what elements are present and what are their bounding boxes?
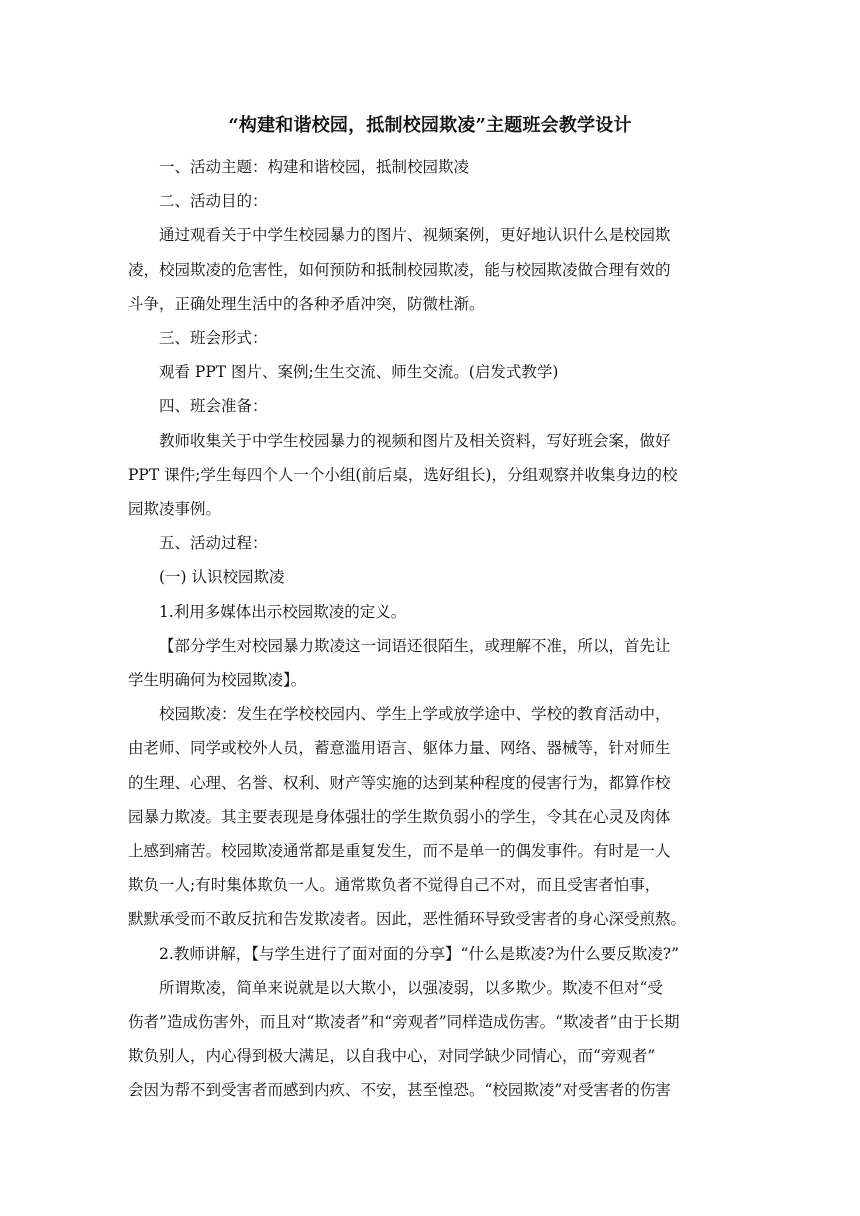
paragraph-line: 五、活动过程：: [159, 534, 268, 553]
paragraph-format: [128, 355, 734, 389]
paragraph-line: 伤者”造成伤害外，而且对“欺凌者”和“旁观者”同样造成伤害。“欺凌者”由于长期: [128, 1013, 680, 1032]
paragraph-line: 园暴力欺凌。其主要表现是身体强壮的学生欺负弱小的学生，令其在心灵及肉体: [128, 807, 671, 826]
paragraph-purpose: [128, 218, 734, 321]
paragraph-process-heading: [128, 526, 734, 560]
paragraph-line: 一、活动主题：构建和谐校园，抵制校园欺凌: [159, 158, 470, 176]
document-title: “构建和谐校园，抵制校园欺凌”主题班会教学设计: [228, 115, 632, 136]
paragraph-line: 上感到痛苦。校园欺凌通常都是重复发生，而不是单一的偶发事件。有时是一人: [128, 842, 671, 861]
paragraph-explanation: [128, 971, 734, 1108]
paragraph-line: PPT 课件;学生每四个人一个小组(前后桌，选好组长)，分组观察并收集身边的校: [128, 465, 678, 484]
paragraph-line: 三、班会形式：: [159, 329, 268, 348]
paragraph-line: 2.教师讲解，【与学生进行了面对面的分享】“什么是欺凌?为什么要反欺凌?”: [159, 944, 680, 963]
paragraph-line: 欺负一人;有时集体欺负一人。通常欺负者不觉得自己不对，而且受害者怕事，: [128, 876, 661, 895]
paragraph-section-1: [128, 560, 734, 594]
paragraph-line: 斗争，正确处理生活中的各种矛盾冲突，防微杜渐。: [128, 294, 485, 313]
document-body: [128, 150, 734, 1108]
paragraph-line: 默默承受而不敢反抗和告发欺凌者。因此，恶性循环导致受害者的身心深受煎熬。: [128, 910, 687, 929]
paragraph-step-2: [128, 937, 734, 971]
paragraph-purpose-heading: [128, 184, 734, 218]
paragraph-format-heading: [128, 321, 734, 355]
paragraph-line: (一) 认识校园欺凌: [159, 568, 285, 587]
paragraph-theme: [128, 150, 734, 184]
paragraph-line: 学生明确何为校园欺凌】。: [128, 671, 307, 690]
paragraph-line: 观看 PPT 图片、案例;生生交流、师生交流。(启发式教学): [159, 363, 559, 382]
paragraph-step-1: [128, 595, 734, 629]
paragraph-line: 凌，校园欺凌的危害性，如何预防和抵制校园欺凌，能与校园欺凌做合理有效的: [128, 260, 671, 279]
paragraph-line: 校园欺凌：发生在学校校园内、学生上学或放学途中、学校的教育活动中，: [159, 705, 671, 724]
paragraph-line: 欺负别人，内心得到极大满足，以自我中心，对同学缺少同情心，而“旁观者”: [128, 1047, 656, 1066]
paragraph-line: 四、班会准备：: [159, 397, 268, 416]
paragraph-line: 教师收集关于中学生校园暴力的视频和图片及相关资料，写好班会案，做好: [159, 431, 671, 450]
paragraph-line: 会因为帮不到受害者而感到内疚、不安，甚至惶恐。“校园欺凌”对受害者的伤害: [128, 1081, 671, 1100]
paragraph-line: 通过观看关于中学生校园暴力的图片、视频案例，更好地认识什么是校园欺: [159, 226, 671, 245]
paragraph-line: 【部分学生对校园暴力欺凌这一词语还很陌生，或理解不准，所以，首先让: [159, 636, 671, 655]
paragraph-line: 二、活动目的：: [159, 192, 268, 211]
paragraph-note: [128, 629, 734, 697]
paragraph-line: 所谓欺凌，简单来说就是以大欺小，以强凌弱，以多欺少。欺凌不但对“受: [159, 978, 663, 997]
paragraph-line: 的生理、心理、名誉、权利、财产等实施的达到某种程度的侵害行为，都算作校: [128, 773, 671, 792]
paragraph-line: 由老师、同学或校外人员，蓄意滥用语言、躯体力量、网络、器械等，针对师生: [128, 739, 671, 758]
paragraph-preparation-heading: [128, 389, 734, 423]
paragraph-line: 1.利用多媒体出示校园欺凌的定义。: [159, 602, 407, 621]
paragraph-definition: [128, 697, 734, 936]
paragraph-line: 园欺凌事例。: [128, 500, 222, 519]
paragraph-preparation: [128, 424, 734, 527]
